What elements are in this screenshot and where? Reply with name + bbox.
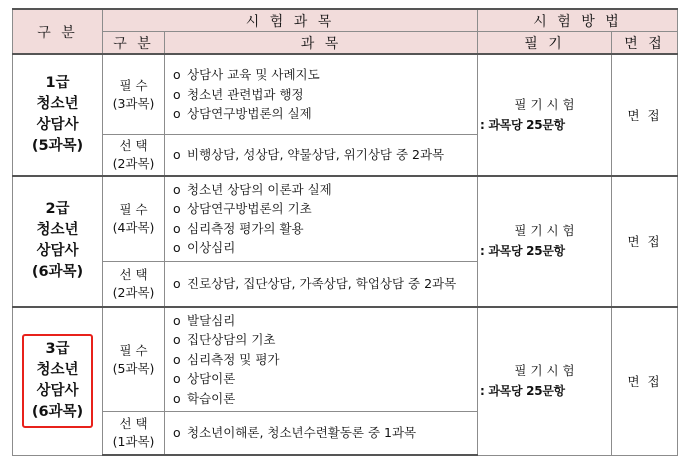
list-item: o 청소년 상담의 이론과 실제 bbox=[173, 180, 477, 200]
header-exam-method: 시 험 방 법 bbox=[478, 9, 678, 32]
grade-2-required-row bbox=[13, 176, 678, 262]
grade-3-interview: 면 접 bbox=[612, 307, 678, 455]
grade-3-elective-subjects bbox=[165, 412, 478, 455]
header-written: 필 기 bbox=[478, 32, 612, 55]
list-item: o 이상심리 bbox=[173, 238, 477, 258]
grade-3-label: 3급 청소년 상담사 (6과목) bbox=[22, 334, 93, 428]
list-item: o 상담사 교육 및 사례지도 bbox=[173, 65, 477, 85]
grade-3-elective-kind: 선 택 (1과목) bbox=[103, 412, 165, 455]
exam-subjects-table bbox=[12, 8, 678, 456]
grade-3-required-subjects bbox=[165, 307, 478, 412]
grade-1-written-method: 필 기 시 험 : 과목당 25문항 bbox=[478, 54, 612, 176]
list-item: o 집단상담의 기초 bbox=[173, 330, 477, 350]
grade-1-elective-kind: 선 택 (2과목) bbox=[103, 135, 165, 176]
grade-1-label-cell bbox=[13, 54, 103, 176]
header-row-1 bbox=[13, 9, 678, 32]
grade-3-label-cell bbox=[13, 307, 103, 455]
list-item: o 심리측정 및 평가 bbox=[173, 350, 477, 370]
grade-3-written-method: 필 기 시 험 : 과목당 25문항 bbox=[478, 307, 612, 455]
list-item: o 진로상담, 집단상담, 가족상담, 학업상담 중 2과목 bbox=[173, 274, 477, 294]
grade-2-required-subjects bbox=[165, 176, 478, 262]
grade-1-interview: 면 접 bbox=[612, 54, 678, 176]
grade-2-label-cell bbox=[13, 176, 103, 307]
list-item: o 청소년 관련법과 행정 bbox=[173, 85, 477, 105]
grade-3-required-kind: 필 수 (5과목) bbox=[103, 307, 165, 412]
grade-1-required-row bbox=[13, 54, 678, 135]
list-item: o 학습이론 bbox=[173, 389, 477, 409]
grade-2-interview: 면 접 bbox=[612, 176, 678, 307]
header-interview: 면 접 bbox=[612, 32, 678, 55]
header-sub-category: 구 분 bbox=[103, 32, 165, 55]
grade-2-written-method: 필 기 시 험 : 과목당 25문항 bbox=[478, 176, 612, 307]
grade-1-required-subjects bbox=[165, 54, 478, 135]
grade-2-required-kind: 필 수 (4과목) bbox=[103, 176, 165, 262]
list-item: o 상담연구방법론의 실제 bbox=[173, 104, 477, 124]
grade-1-label: 1급 청소년 상담사 (5과목) bbox=[31, 74, 84, 154]
grade-1-elective-subjects bbox=[165, 135, 478, 176]
header-category: 구 분 bbox=[13, 9, 103, 54]
list-item: o 발달심리 bbox=[173, 311, 477, 331]
grade-2-elective-kind: 선 택 (2과목) bbox=[103, 262, 165, 307]
header-exam-subjects: 시 험 과 목 bbox=[103, 9, 478, 32]
grade-2-label: 2급 청소년 상담사 (6과목) bbox=[31, 201, 84, 281]
list-item: o 상담연구방법론의 기초 bbox=[173, 199, 477, 219]
list-item: o 비행상담, 성상담, 약물상담, 위기상담 중 2과목 bbox=[173, 145, 477, 165]
grade-1-required-kind: 필 수 (3과목) bbox=[103, 54, 165, 135]
list-item: o 심리측정 평가의 활용 bbox=[173, 219, 477, 239]
header-subjects: 과 목 bbox=[165, 32, 478, 55]
list-item: o 청소년이해론, 청소년수련활동론 중 1과목 bbox=[173, 423, 477, 443]
list-item: o 상담이론 bbox=[173, 369, 477, 389]
grade-3-required-row bbox=[13, 307, 678, 412]
grade-2-elective-subjects bbox=[165, 262, 478, 307]
header-row-2 bbox=[13, 32, 678, 55]
